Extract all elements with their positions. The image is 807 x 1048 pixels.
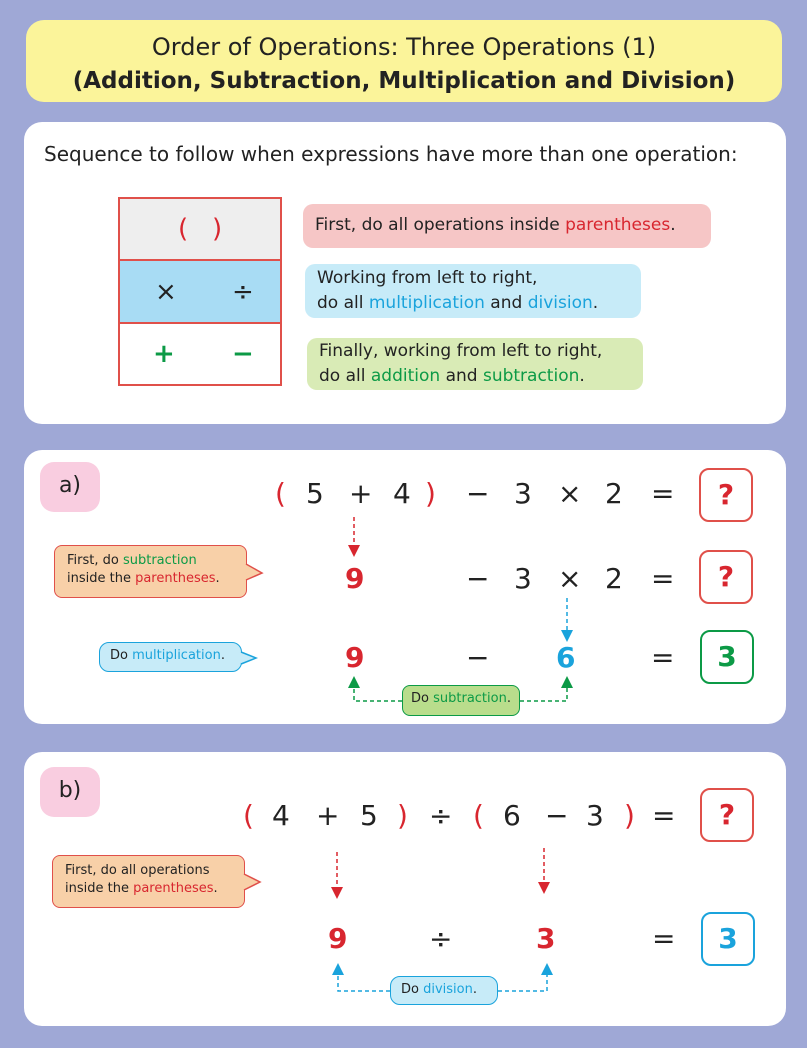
rule3-post: . (579, 366, 585, 386)
b-callout1-tail (244, 874, 260, 890)
b-answer-box-2: 3 (701, 912, 755, 966)
divide-symbol: ÷ (232, 276, 254, 307)
open-paren-symbol: ( (178, 214, 189, 244)
rule1-period: . (670, 215, 676, 235)
a-arrow-sub-right (520, 682, 567, 701)
b-callout1-line1: First, do all operations (65, 863, 210, 878)
a-arrow-sub-left (354, 682, 402, 701)
a-callout1-pre: First, do (67, 553, 123, 568)
a-num-4: 4 (393, 477, 411, 510)
b-plus: + (316, 799, 340, 832)
rule3-mid: and (440, 366, 483, 386)
rule1-highlight: parentheses (565, 215, 671, 235)
b-arrow-div-left (338, 969, 390, 991)
a-answer-box-2: ? (699, 550, 753, 604)
a-equals-2: = (651, 562, 675, 595)
rule3-line1: Finally, working from left to right, (319, 341, 603, 361)
rule2-post: . (592, 293, 599, 313)
b-open-paren-2: ( (473, 799, 484, 832)
a-callout3-post: . (506, 691, 511, 706)
b-equals-2: = (652, 922, 676, 955)
a-callout2-post: . (220, 648, 225, 663)
b-num-4: 4 (272, 799, 290, 832)
a-times: × (558, 477, 582, 510)
rule2-line1: Working from left to right, (317, 268, 538, 288)
a-minus-2: − (466, 562, 490, 595)
multiply-symbol: × (155, 276, 177, 307)
b-callout1-hl: parentheses (133, 881, 214, 896)
a-minus-3: − (466, 641, 490, 674)
a-callout1-hl: subtraction (122, 553, 197, 568)
rule2-pre: do all (317, 293, 369, 313)
b-num-5: 5 (360, 799, 378, 832)
sequence-heading: Sequence to follow when expressions have more than one operation: (44, 142, 738, 166)
a-num-2-2: 2 (605, 562, 623, 595)
a-callout1-post: . (215, 571, 220, 586)
b-arrow-div-right (498, 969, 547, 991)
b-callout2-hl: division (423, 982, 473, 997)
a-answer-box-1: ? (699, 468, 753, 522)
b-equals-1: = (652, 799, 676, 832)
a-callout3-hl: subtraction (433, 691, 507, 706)
b-answer-box-1: ? (700, 788, 754, 842)
a-callout2-tail (241, 652, 256, 664)
rule3-hl2: subtraction (482, 366, 580, 386)
b-divide-2: ÷ (429, 922, 453, 955)
b-callout1-post: . (213, 881, 218, 896)
a-equals-1: = (651, 477, 675, 510)
example-b-label: b) (40, 767, 100, 817)
b-close-paren-1: ) (397, 799, 408, 832)
page-title: Order of Operations: Three Operations (1) (151, 33, 657, 61)
a-plus: + (349, 477, 373, 510)
a-num-5: 5 (306, 477, 324, 510)
example-a-label: a) (40, 462, 100, 512)
a-final-9: 9 (345, 641, 365, 674)
rule2-hl2: division (527, 293, 593, 313)
a-callout1-line2pre: inside the (67, 571, 136, 586)
b-open-paren-1: ( (243, 799, 254, 832)
a-callout1-tail (246, 564, 262, 580)
b-minus: − (545, 799, 569, 832)
minus-symbol: − (232, 339, 254, 369)
b-divide: ÷ (429, 799, 453, 832)
rule3-pre: do all (319, 366, 371, 386)
b-num-6: 6 (503, 799, 521, 832)
close-paren-symbol: ) (212, 214, 223, 244)
rule2-mid: and (484, 293, 528, 313)
a-times-2: × (558, 562, 582, 595)
a-close-paren: ) (425, 477, 436, 510)
a-minus: − (466, 477, 490, 510)
rule2-hl1: multiplication (368, 293, 485, 313)
b-callout1-line2pre: inside the (65, 881, 134, 896)
b-num-3: 3 (586, 799, 604, 832)
a-open-paren: ( (275, 477, 286, 510)
a-answer-box-3: 3 (700, 630, 754, 684)
a-result-9: 9 (345, 562, 365, 595)
b-callout2-post: . (472, 982, 477, 997)
rule3-hl1: addition (370, 366, 441, 386)
a-callout2-hl: multiplication (132, 648, 221, 663)
a-callout2-pre: Do (110, 648, 133, 663)
a-num-3: 3 (514, 477, 532, 510)
b-result-3: 3 (536, 922, 556, 955)
a-product-6: 6 (556, 641, 576, 674)
plus-symbol: + (153, 339, 175, 369)
a-num-2: 2 (605, 477, 623, 510)
rule1-text: First, do all operations inside (315, 215, 566, 235)
page-subtitle: (Addition, Subtraction, Multiplication and Division) (72, 68, 736, 94)
b-result-9: 9 (328, 922, 348, 955)
a-num-3-2: 3 (514, 562, 532, 595)
b-close-paren-2: ) (624, 799, 635, 832)
a-callout3-pre: Do (411, 691, 434, 706)
a-equals-3: = (651, 641, 675, 674)
b-callout2-pre: Do (401, 982, 424, 997)
a-callout1-hl2: parentheses (135, 571, 216, 586)
